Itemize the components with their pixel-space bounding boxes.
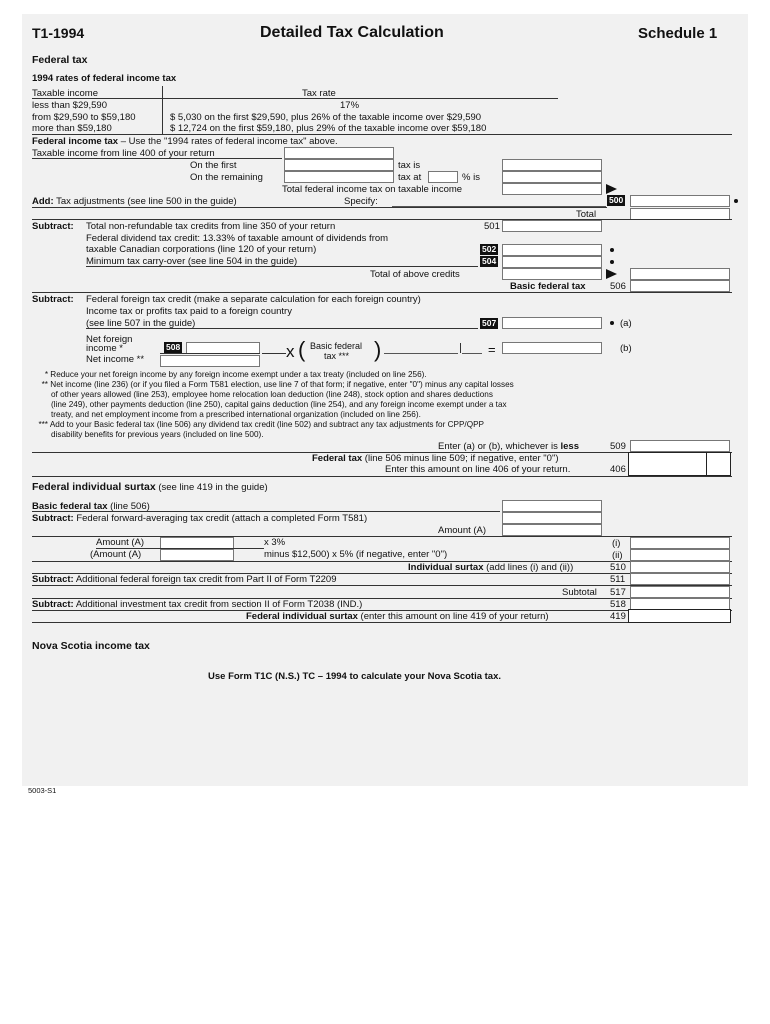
net-income-label: Net income ** (86, 354, 145, 365)
bullet-icon (610, 248, 614, 252)
line400-label: Taxable income from line 400 of your return (32, 148, 215, 159)
net-foreign-label-1: Net foreign (86, 334, 133, 345)
code-504: 504 (482, 256, 497, 266)
nova-scotia-title: Nova Scotia income tax (32, 640, 150, 652)
enter-line406-label: Enter this amount on line 406 of your return. (385, 464, 571, 475)
code-506: 506 (610, 281, 626, 292)
line400-rule (32, 158, 282, 159)
line507-rule (86, 328, 478, 329)
footnote-2-cont-2: (line 249), other payments deduction (line 250), capital gains deduction (line 254), and any foreign income exempt under a tax (51, 400, 507, 409)
line-500-field[interactable] (630, 195, 730, 207)
taxable-income-field[interactable] (284, 147, 394, 159)
remaining-tax-field[interactable] (502, 171, 602, 183)
subtotal-label: Subtotal (562, 587, 597, 598)
rate-income-3: more than $59,180 (32, 123, 112, 134)
rates-bottom-rule (32, 134, 732, 135)
mark-b: (b) (620, 343, 632, 354)
footnote-3-cont: disability benefits for previous years (included on line 500). (51, 430, 264, 439)
code-502: 502 (482, 244, 497, 254)
line-502-field[interactable] (502, 244, 602, 256)
line-419-field[interactable] (628, 609, 731, 623)
col-tax-rate: Tax rate (302, 88, 336, 99)
rate-income-1: less than $29,590 (32, 100, 108, 111)
line-406-field[interactable] (628, 452, 731, 476)
net-foreign-label-2: income * (86, 343, 123, 354)
line350-label: Total non-refundable tax credits from line 350 of your return (86, 221, 336, 232)
basic-federal-tax-label: Basic federal tax (510, 281, 586, 292)
line419-rule (32, 622, 628, 623)
amount-a-ii-field[interactable] (160, 549, 234, 561)
code-517: 517 (610, 587, 626, 598)
mark-a: (a) (620, 318, 632, 329)
federal-income-tax-line: Federal income tax – Use the "1994 rates of federal income tax" above. (32, 136, 338, 147)
code-508: 508 (166, 342, 181, 352)
credits-carry-field[interactable] (630, 268, 730, 280)
amount-a-label-ii: (Amount (A) (90, 549, 142, 560)
add-tax-adjustments: Add: Tax adjustments (see line 500 in the guide) (32, 196, 237, 207)
first-amount-field[interactable] (284, 159, 394, 171)
tax-at-label: tax at (398, 172, 422, 183)
remaining-label: On the remaining (190, 172, 263, 183)
specify-label: Specify: (344, 196, 378, 207)
rates-header-rule (32, 98, 558, 99)
arrow-right-icon (606, 184, 617, 194)
total-credits-field[interactable] (502, 268, 602, 280)
additional-foreign-line: Subtract: Additional federal foreign tax credit from Part II of Form T2209 (32, 574, 337, 585)
first-tax-field[interactable] (502, 159, 602, 171)
footnote-1: * Reduce your net foreign income by any foreign income exempt under a tax treaty (included on line 256). (44, 370, 427, 379)
line-509-field[interactable] (630, 440, 730, 452)
line-517-field[interactable] (630, 586, 730, 598)
federal-tax-line: Federal tax (line 506 minus line 509; if negative, enter "0") (312, 453, 559, 464)
line-b-field[interactable] (502, 342, 602, 354)
amount-a-label: Amount (A) (438, 525, 487, 536)
equals-sign: = (488, 342, 496, 357)
minus-12500-label: minus $12,500) x 5% (if negative, enter "0") (264, 549, 448, 560)
basic-fed-label-1: Basic federal (310, 341, 363, 351)
code-518: 518 (610, 599, 626, 610)
line-511-field[interactable] (630, 573, 730, 585)
arrow-right-icon (606, 269, 617, 279)
line-506-field[interactable] (630, 280, 730, 292)
code-501: 501 (484, 221, 500, 232)
times-3-percent: x 3% (264, 537, 286, 548)
code-511: 511 (610, 574, 626, 585)
remaining-amount-field[interactable] (284, 171, 394, 183)
rate-value-2: $ 5,030 on the first $29,590, plus 26% of the taxable income over $29,590 (170, 112, 482, 123)
percent-is-label: % is (462, 172, 480, 183)
forward-averaging-field[interactable] (502, 512, 602, 524)
cents-divider (460, 343, 461, 353)
form-id: T1-1994 (32, 25, 85, 41)
schedule-label: Schedule 1 (638, 25, 718, 42)
footnote-2-cont-1: of other years allowed (line 253), employee home relocation loan deduction (line 248), stock option and shares deductions (51, 390, 493, 399)
basic-tax-rule (32, 292, 732, 293)
basic-fed-label-2: tax *** (324, 351, 350, 361)
enter-a-or-b-label: Enter (a) or (b), whichever is less (438, 441, 579, 452)
fraction-bar (160, 353, 260, 354)
mark-i: (i) (612, 538, 621, 549)
code-507: 507 (482, 318, 497, 328)
multiply-sign: x (286, 342, 295, 361)
footnote-2-cont-3: treaty, and net employment income from a prescribed international organization (included on line 256). (51, 410, 421, 419)
cents-divider (706, 452, 707, 476)
open-paren: ( (298, 337, 306, 362)
total-label: Total (576, 209, 597, 220)
line-ii-field[interactable] (630, 549, 730, 561)
section-federal-tax: Federal tax (32, 54, 88, 66)
rate-percent-field[interactable] (428, 171, 458, 183)
surtax-basic-field[interactable] (502, 500, 602, 512)
individual-surtax-line: Individual surtax (add lines (i) and (ii)) (408, 562, 574, 573)
code-509: 509 (610, 441, 626, 452)
footnote-2: ** Net income (line 236) (or if you filed a Form T581 election, use line 7 of that form; if negative, enter "0") minus any capital losses (41, 380, 514, 389)
forward-averaging-line: Subtract: Federal forward-averaging tax credit (attach a completed Form T581) (32, 513, 368, 524)
dividend-credit-label: Federal dividend tax credit: 13.33% of taxable amount of dividends from (86, 233, 389, 244)
code-406: 406 (610, 464, 626, 475)
federal-tax-rule (32, 476, 732, 477)
net-income-field[interactable] (160, 355, 260, 367)
total-above-credits-label: Total of above credits (370, 269, 460, 280)
amount-a-field[interactable] (502, 524, 602, 536)
amount-ii-rule (32, 561, 732, 562)
col-taxable-income: Taxable income (32, 88, 99, 99)
code-419: 419 (610, 611, 626, 622)
total-fit-field[interactable] (502, 183, 602, 195)
line-504-field[interactable] (502, 256, 602, 268)
rate-value-3: $ 12,724 on the first $59,180, plus 29% of the taxable income over $59,180 (170, 123, 487, 134)
bullet-icon (734, 199, 738, 203)
form-footer-code: 5003-S1 (28, 786, 57, 795)
line-510-field[interactable] (630, 561, 730, 573)
code-500: 500 (609, 195, 624, 205)
rates-divider (162, 86, 163, 134)
nova-scotia-instruction: Use Form T1C (N.S.) TC – 1994 to calculate your Nova Scotia tax. (208, 671, 502, 682)
carryover-rule (86, 266, 478, 267)
code-510: 510 (610, 562, 626, 573)
dividend-line120-label: taxable Canadian corporations (line 120 of your return) (86, 244, 317, 255)
amount-a-label-i: Amount (A) (96, 537, 145, 548)
line-501-field[interactable] (502, 220, 602, 232)
surtax-basic-line: Basic federal tax (line 506) (32, 501, 150, 512)
rate-income-2: from $29,590 to $59,180 (32, 112, 136, 123)
subtract-credits-label: Subtract: (32, 221, 74, 232)
line-i-field[interactable] (630, 537, 730, 549)
rates-title: 1994 rates of federal income tax (32, 73, 177, 84)
basic-fed-amount-field[interactable] (384, 353, 458, 354)
foreign-tax-credit-label: Federal foreign tax credit (make a separate calculation for each foreign country) (86, 294, 421, 305)
line507-guide-label: (see line 507 in the guide) (86, 318, 196, 329)
first-label: On the first (190, 160, 237, 171)
line-507-field[interactable] (502, 317, 602, 329)
foreign-tax-paid-label: Income tax or profits tax paid to a foreign country (86, 306, 292, 317)
multiply-rule (262, 353, 286, 354)
rate-value-1: 17% (340, 100, 360, 111)
line511-rule (32, 585, 732, 586)
bullet-icon (610, 260, 614, 264)
add-rule (32, 207, 607, 208)
tax-is-label: tax is (398, 160, 421, 171)
footnote-3: *** Add to your Basic federal tax (line 506) any dividend tax credit (line 502) and subtract any tax adjustments for CPP/QPP (38, 420, 484, 429)
basic-fed-cents-field[interactable] (462, 353, 482, 354)
mark-ii: (ii) (612, 550, 623, 561)
subtract-foreign-label: Subtract: (32, 294, 74, 305)
investment-credit-line: Subtract: Additional investment tax credit from section II of Form T2038 (IND.) (32, 599, 363, 610)
form-title: Detailed Tax Calculation (260, 24, 444, 41)
min-tax-carryover-label: Minimum tax carry-over (see line 504 in the guide) (86, 256, 298, 267)
federal-individual-surtax-line: Federal individual surtax (enter this amount on line 419 of your return) (246, 611, 549, 622)
total-rule (32, 219, 732, 220)
surtax-title: Federal individual surtax (see line 419 in the guide) (32, 481, 268, 493)
surtax-basic-rule (32, 511, 500, 512)
total-fit-label: Total federal income tax on taxable income (282, 184, 463, 195)
bullet-icon (610, 321, 614, 325)
close-paren: ) (374, 337, 382, 362)
